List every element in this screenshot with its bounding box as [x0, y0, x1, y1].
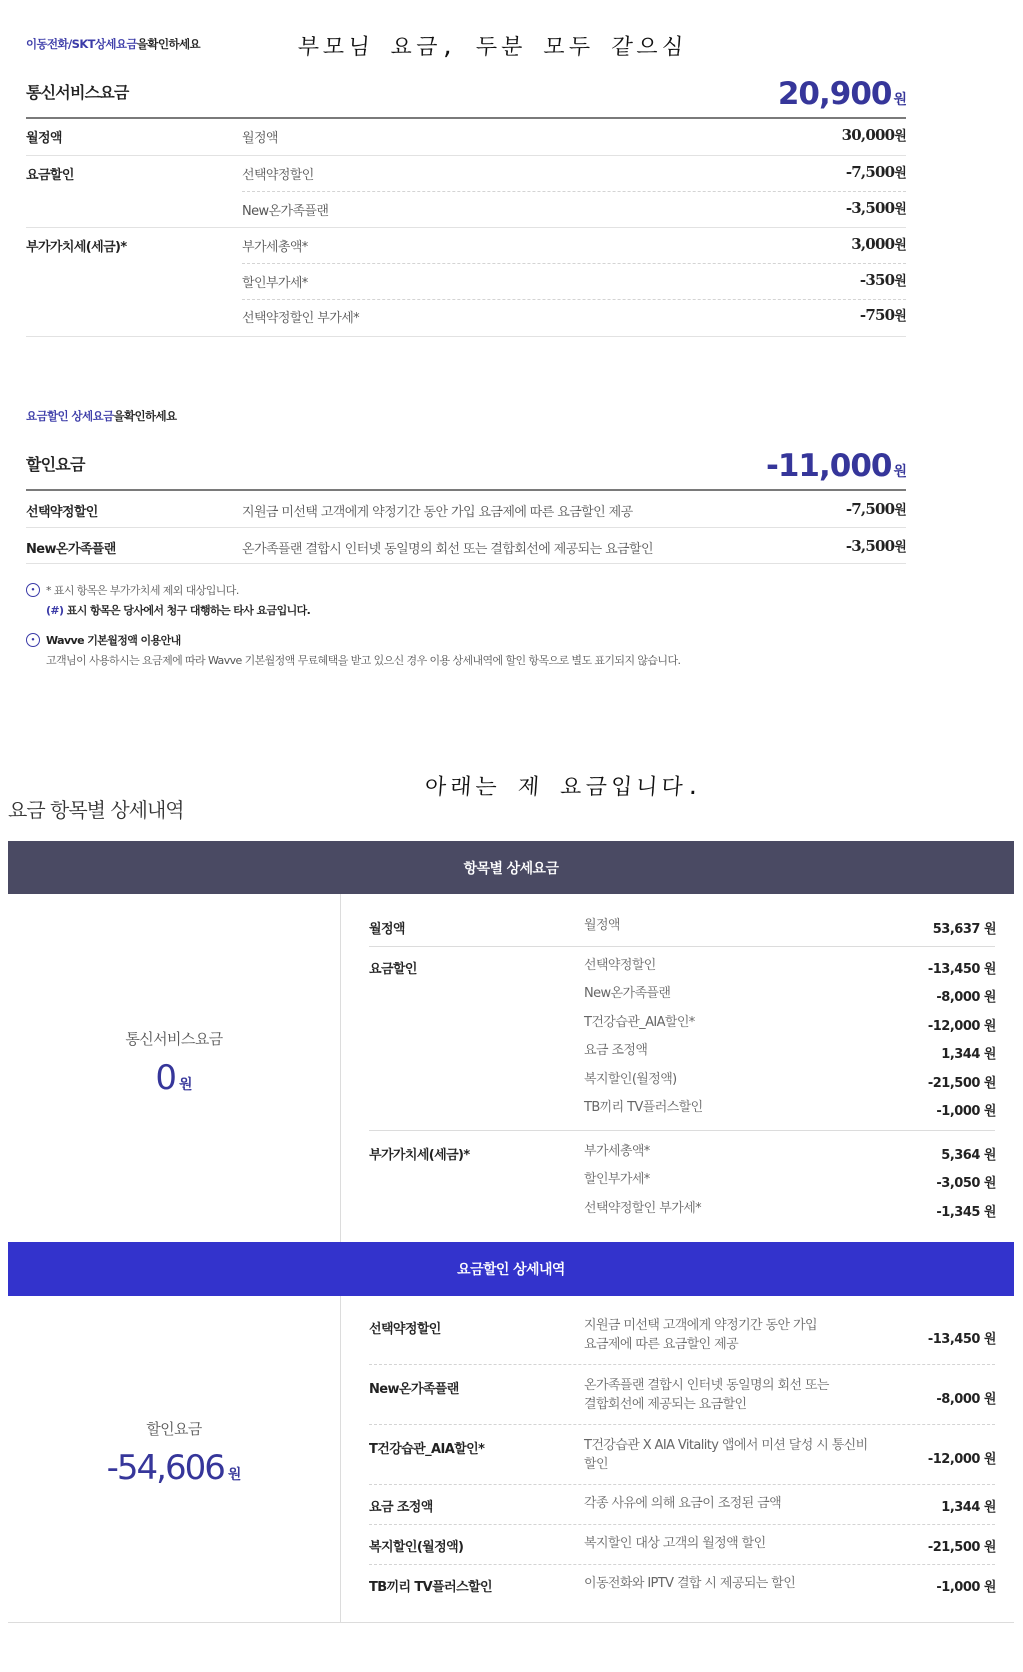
group-item: New온가족플랜 — [584, 986, 671, 1001]
desc-line-1: 온가족플랜 결합시 인터넷 동일명의 회선 또는 — [584, 1378, 829, 1393]
handwritten-note-mine: 아래는 제 요금입니다. — [423, 775, 705, 800]
note-third-party — [46, 602, 310, 618]
summary-discount-amount: -54,606 — [106, 1448, 224, 1488]
divider — [26, 336, 906, 337]
amount-value: 3,000 — [851, 235, 895, 253]
group-amount: -13,450 원 — [927, 962, 996, 977]
amount-value: -3,500 — [845, 537, 895, 555]
divider — [242, 263, 906, 264]
group-item: 복지할인(월정액) — [584, 1072, 677, 1087]
divider — [369, 1564, 995, 1565]
won-unit: 원 — [894, 202, 906, 217]
summary-discount-label: 할인요금 — [146, 1420, 202, 1438]
breadcrumb-top — [26, 36, 200, 52]
breadcrumb-highlight[interactable]: 이동전화/SKT상세요금 — [26, 37, 137, 51]
group-amount: -1,345 원 — [936, 1205, 996, 1220]
row-amount — [846, 162, 906, 181]
won-unit: 원 — [894, 540, 906, 555]
discount-fee-total — [766, 448, 906, 484]
group-item: TB끼리 TV플러스할인 — [584, 1100, 703, 1115]
won-unit: 원 — [894, 503, 906, 518]
discount-row-desc — [584, 1376, 884, 1414]
divider — [26, 489, 906, 491]
divider — [242, 191, 906, 192]
discount-row-amount: -1,000 원 — [936, 1580, 996, 1595]
discount-row-category: New온가족플랜 — [369, 1382, 459, 1397]
won-unit: 원 — [894, 129, 906, 144]
desc-line-1: 각종 사유에 의해 요금이 조정된 금액 — [584, 1496, 782, 1511]
column-divider — [340, 894, 341, 1242]
discount-row-amount: -13,450 원 — [927, 1332, 996, 1347]
detail-section-title: 요금 항목별 상세내역 — [8, 798, 184, 822]
amount-value: -3,500 — [845, 199, 895, 217]
discount-row-amount: -8,000 원 — [936, 1392, 996, 1407]
row-amount — [842, 125, 906, 144]
divider — [369, 1130, 995, 1131]
desc-line-2: 할인 — [584, 1457, 608, 1472]
summary-service-value — [8, 1058, 340, 1098]
note-vat-text: * 표시 항목은 부가가치세 제외 대상입니다. — [46, 584, 239, 597]
summary-service-amount: 0 — [155, 1058, 176, 1098]
divider — [369, 1364, 995, 1365]
note-vat — [26, 582, 239, 598]
section-title-discount-fee: 할인요금 — [26, 455, 85, 474]
discount-row-amount: -21,500 원 — [927, 1540, 996, 1555]
service-fee-total — [778, 76, 906, 112]
row-amount — [851, 234, 906, 253]
row-category: 부가가치세(세금)* — [26, 240, 127, 255]
discount-row-desc — [584, 1436, 884, 1474]
bar-discount-detail: 요금할인 상세내역 — [8, 1242, 1014, 1296]
breadcrumb-discount — [26, 408, 177, 424]
amount-value: -7,500 — [845, 500, 895, 518]
amount-value: -350 — [859, 271, 895, 289]
row-item: 월정액 — [242, 131, 278, 146]
row-category: 요금할인 — [26, 168, 74, 183]
row-item: 온가족플랜 결합시 인터넷 동일명의 회선 또는 결합회선에 제공되는 요금할인 — [242, 542, 653, 557]
group-item: 월정액 — [584, 918, 620, 933]
desc-line-1: 복지할인 대상 고객의 월정액 할인 — [584, 1536, 766, 1551]
row-category: New온가족플랜 — [26, 542, 116, 557]
won-unit: 원 — [894, 166, 906, 181]
section-title-service-fee: 통신서비스요금 — [26, 83, 129, 102]
row-item: 지원금 미선택 고객에게 약정기간 동안 가입 요금제에 따른 요금할인 제공 — [242, 505, 633, 520]
won-unit: 원 — [179, 1077, 193, 1093]
row-item: 선택약정할인 — [242, 168, 314, 183]
discount-row-amount: 1,344 원 — [941, 1500, 996, 1515]
divider — [26, 227, 906, 228]
group-item: T건강습관_AIA할인* — [584, 1015, 695, 1030]
note-wavve-body: 고객님이 사용하시는 요금제에 따라 Wavve 기본월정액 무료혜택을 받고 있으신 경우 이용 상세내역에 할인 항목으로 별도 표기되지 않습니다. — [46, 654, 681, 667]
discount-row-category: T건강습관_AIA할인* — [369, 1442, 485, 1457]
desc-line-1: 지원금 미선택 고객에게 약정기간 동안 가입 — [584, 1318, 817, 1333]
group-amount: -8,000 원 — [936, 990, 996, 1005]
summary-discount-value — [8, 1448, 340, 1488]
row-category: 선택약정할인 — [26, 505, 98, 520]
group-amount: 5,364 원 — [941, 1148, 996, 1163]
breadcrumb-text: 을확인하세요 — [136, 37, 200, 51]
discount-row-category: 선택약정할인 — [369, 1322, 441, 1337]
row-category: 월정액 — [26, 131, 62, 146]
group-item: 부가세총액* — [584, 1144, 650, 1159]
breadcrumb-highlight[interactable]: 요금할인 상세요금 — [26, 409, 114, 423]
group-item: 선택약정할인 부가세* — [584, 1201, 702, 1216]
won-unit: 원 — [894, 309, 906, 324]
row-amount — [846, 536, 906, 555]
divider — [369, 1524, 995, 1525]
won-unit: 원 — [893, 92, 906, 108]
group-amount: 53,637 원 — [932, 922, 996, 937]
group-amount: -3,050 원 — [936, 1176, 996, 1191]
row-amount — [860, 305, 906, 324]
note-third-party-text: 표시 항목은 당사에서 청구 대행하는 타사 요금입니다. — [63, 604, 311, 617]
summary-service-label: 통신서비스요금 — [125, 1030, 223, 1048]
group-item: 요금 조정액 — [584, 1043, 648, 1058]
desc-line-2: 요금제에 따른 요금할인 제공 — [584, 1337, 739, 1352]
amount-value: -7,500 — [845, 163, 895, 181]
discount-row-desc — [584, 1534, 884, 1553]
row-amount — [846, 198, 906, 217]
won-unit: 원 — [894, 238, 906, 253]
row-item: 부가세총액* — [242, 240, 308, 255]
note-wavve — [26, 632, 181, 648]
discount-row-amount: -12,000 원 — [927, 1452, 996, 1467]
divider — [369, 946, 995, 947]
group-amount: -1,000 원 — [936, 1104, 996, 1119]
discount-row-desc — [584, 1574, 884, 1593]
divider — [26, 563, 906, 564]
column-divider — [340, 1296, 341, 1622]
group-amount: -12,000 원 — [927, 1019, 996, 1034]
group-category: 부가가치세(세금)* — [369, 1148, 470, 1163]
info-icon: • — [26, 583, 40, 597]
group-category: 요금할인 — [369, 962, 417, 977]
info-icon: • — [26, 633, 40, 647]
divider — [26, 117, 906, 119]
row-item: 할인부가세* — [242, 276, 308, 291]
handwritten-note-parents: 부모님 요금, 두분 모두 같으심 — [296, 35, 688, 60]
discount-row-category: TB끼리 TV플러스할인 — [369, 1580, 492, 1595]
breadcrumb-text: 을확인하세요 — [113, 409, 177, 423]
won-unit: 원 — [893, 464, 906, 480]
divider — [369, 1484, 995, 1485]
divider — [26, 155, 906, 156]
divider — [242, 299, 906, 300]
won-unit: 원 — [894, 274, 906, 289]
group-item: 할인부가세* — [584, 1172, 650, 1187]
note-wavve-title: Wavve 기본월정액 이용안내 — [46, 634, 181, 647]
amount-value: 30,000 — [841, 126, 895, 144]
row-amount — [860, 270, 906, 289]
service-fee-total-value: 20,900 — [777, 76, 892, 112]
group-category: 월정액 — [369, 922, 405, 937]
group-amount: -21,500 원 — [927, 1076, 996, 1091]
divider — [26, 527, 906, 528]
group-item: 선택약정할인 — [584, 958, 656, 973]
row-item: 선택약정할인 부가세* — [242, 311, 360, 326]
discount-row-desc — [584, 1494, 884, 1513]
group-amount: 1,344 원 — [941, 1047, 996, 1062]
row-amount — [846, 499, 906, 518]
note-mark: (#) — [46, 604, 64, 617]
desc-line-2: 결합회선에 제공되는 요금할인 — [584, 1397, 747, 1412]
desc-line-1: T건강습관 X AIA Vitality 앱에서 미션 달성 시 통신비 — [584, 1438, 868, 1453]
divider — [8, 1622, 1014, 1623]
won-unit: 원 — [227, 1467, 242, 1483]
row-item: New온가족플랜 — [242, 204, 329, 219]
amount-value: -750 — [859, 306, 895, 324]
discount-row-category: 요금 조정액 — [369, 1500, 433, 1515]
discount-fee-total-value: -11,000 — [765, 448, 892, 484]
desc-line-1: 이동전화와 IPTV 결합 시 제공되는 할인 — [584, 1576, 796, 1591]
bar-item-detail: 항목별 상세요금 — [8, 841, 1014, 894]
divider — [369, 1424, 995, 1425]
discount-row-category: 복지할인(월정액) — [369, 1540, 464, 1555]
discount-row-desc — [584, 1316, 884, 1354]
